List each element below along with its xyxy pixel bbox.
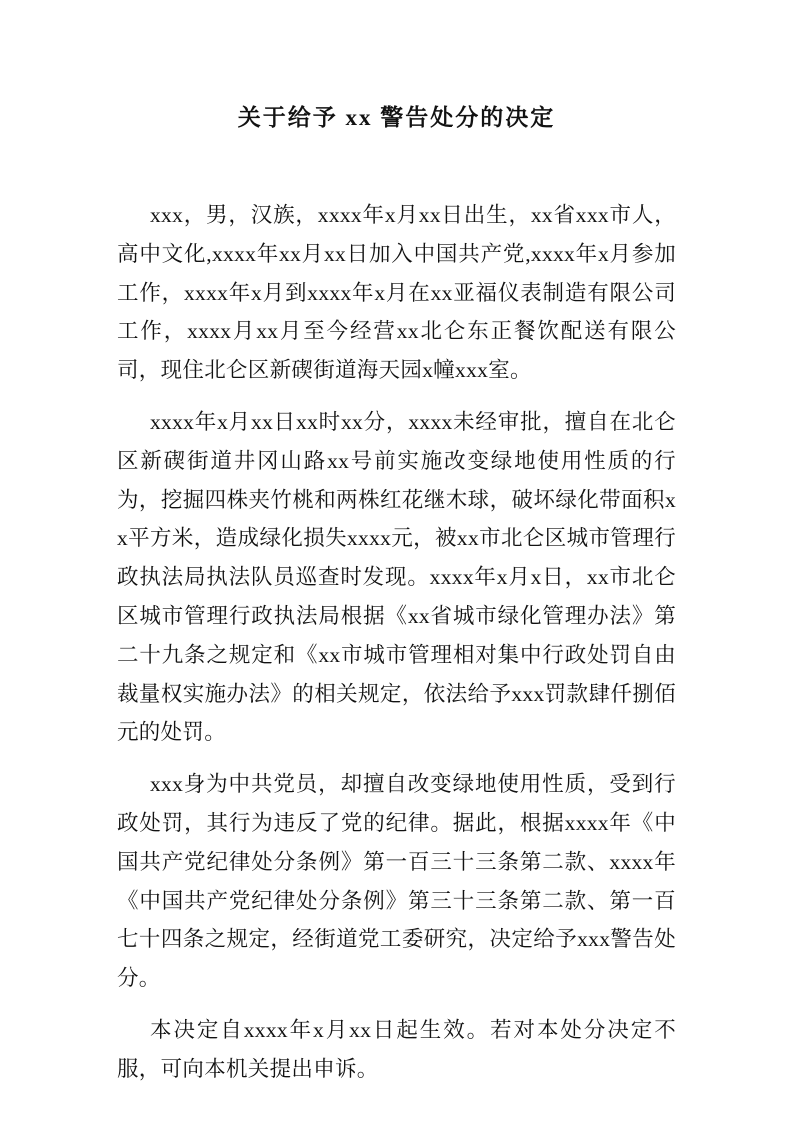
paragraph-discipline-decision: xxx身为中共党员，却擅自改变绿地使用性质，受到行政处罚，其行为违反了党的纪律。据此，根据xxxx年《中国共产党纪律处分条例》第一百三十三条第二款、xxxx年《中国共产党纪律处分条例》第三十三条第二款、第一百七十四条之规定，经街道党工委研究，决定给予xxx警告处分。	[117, 772, 676, 991]
document-body	[117, 196, 676, 1089]
paragraph-effective-date-appeal: 本决定自xxxx年x月xx日起生效。若对本处分决定不服，可向本机关提出申诉。	[117, 1017, 676, 1081]
paragraph-violation-facts: xxxx年x月xx日xx时xx分，xxxx未经审批，擅自在北仑区新碶街道井冈山路xx号前实施改变绿地使用性质的行为，挖掘四株夹竹桃和两株红花继木球，破坏绿化带面积xx平方米，造成绿化损失xxxx元，被xx市北仑区城市管理行政执法局执法队员巡查时发现。xxxx年x月x日，xx市北仑区城市管理行政执法局根据《xx省城市绿化管理办法》第二十九条之规定和《xx市城市管理相对集中行政处罚自由裁量权实施办法》的相关规定，依法给予xxx罚款肆仟捌佰元的处罚。	[117, 409, 676, 745]
document-title: 关于给予 xx 警告处分的决定	[237, 105, 556, 130]
paragraph-personal-info: xxx，男，汉族，xxxx年x月xx日出生，xx省xxx市人，高中文化,xxxx年xx月xx日加入中国共产党,xxxx年x月参加工作，xxxx年x月到xxxx年x月在xx亚福仪表制造有限公司工作，xxxx月xx月至今经营xx北仑东正餐饮配送有限公司，现住北仑区新碶街道海天园x幢xxx室。	[117, 203, 676, 383]
